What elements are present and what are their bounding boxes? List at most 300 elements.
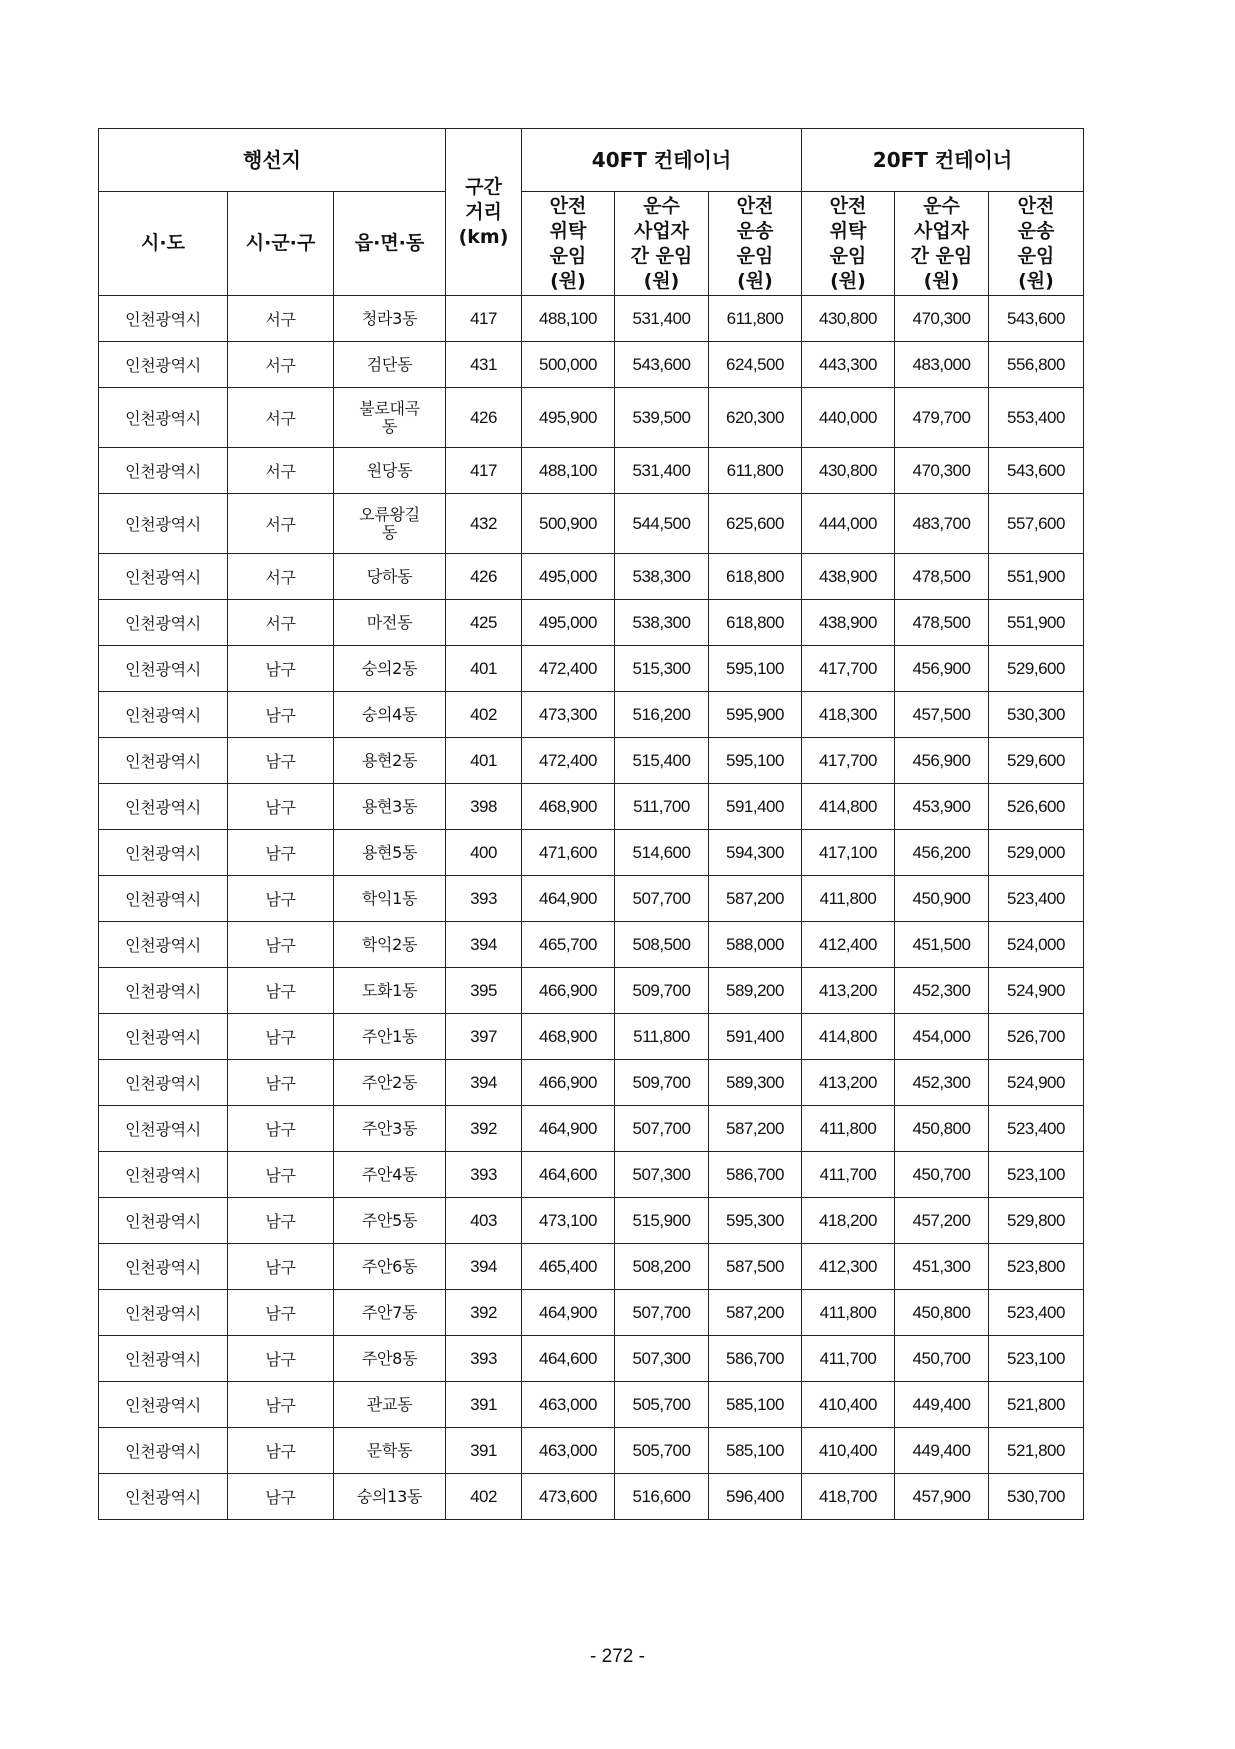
cell-sigungu: 남구 — [228, 922, 334, 968]
cell-sido: 인천광역시 — [99, 1474, 228, 1520]
cell-distance: 393 — [446, 1152, 522, 1198]
cell-40ft-carrier: 505,700 — [615, 1428, 709, 1474]
cell-eupmyeondong: 숭의2동 — [334, 646, 446, 692]
cell-40ft-safe-consign: 464,600 — [522, 1336, 615, 1382]
table-row — [99, 494, 1084, 554]
cell-distance: 403 — [446, 1198, 522, 1244]
header-40ft-safe-transport-rate: 안전 운송 운임 (원) — [709, 192, 802, 296]
cell-sigungu: 남구 — [228, 1382, 334, 1428]
cell-eupmyeondong: 검단동 — [334, 342, 446, 388]
cell-20ft-carrier: 483,700 — [895, 494, 989, 554]
cell-20ft-safe-transport: 553,400 — [989, 388, 1084, 448]
cell-eupmyeondong: 용현5동 — [334, 830, 446, 876]
cell-eupmyeondong: 주안6동 — [334, 1244, 446, 1290]
cell-20ft-safe-consign: 444,000 — [802, 494, 895, 554]
cell-sigungu: 남구 — [228, 1244, 334, 1290]
cell-20ft-carrier: 451,300 — [895, 1244, 989, 1290]
cell-distance: 393 — [446, 876, 522, 922]
table-row — [99, 876, 1084, 922]
cell-eupmyeondong: 문학동 — [334, 1428, 446, 1474]
cell-distance: 395 — [446, 968, 522, 1014]
cell-distance: 391 — [446, 1428, 522, 1474]
cell-sido: 인천광역시 — [99, 1152, 228, 1198]
cell-20ft-carrier: 450,700 — [895, 1336, 989, 1382]
cell-sido: 인천광역시 — [99, 600, 228, 646]
page-number: - 272 - — [590, 1646, 645, 1667]
table-row — [99, 1014, 1084, 1060]
cell-40ft-safe-consign: 464,900 — [522, 876, 615, 922]
cell-20ft-carrier: 452,300 — [895, 968, 989, 1014]
cell-eupmyeondong: 관교동 — [334, 1382, 446, 1428]
cell-sido: 인천광역시 — [99, 1106, 228, 1152]
cell-40ft-safe-transport: 585,100 — [709, 1428, 802, 1474]
cell-40ft-carrier: 507,700 — [615, 1290, 709, 1336]
cell-20ft-safe-transport: 521,800 — [989, 1428, 1084, 1474]
cell-40ft-carrier: 507,700 — [615, 1106, 709, 1152]
cell-sigungu: 서구 — [228, 296, 334, 342]
cell-40ft-safe-consign: 495,000 — [522, 554, 615, 600]
cell-sigungu: 남구 — [228, 692, 334, 738]
cell-40ft-safe-consign: 468,900 — [522, 784, 615, 830]
cell-eupmyeondong: 원당동 — [334, 448, 446, 494]
cell-40ft-safe-transport: 611,800 — [709, 448, 802, 494]
cell-sido: 인천광역시 — [99, 1060, 228, 1106]
cell-20ft-carrier: 478,500 — [895, 600, 989, 646]
table-row — [99, 922, 1084, 968]
cell-eupmyeondong: 학익1동 — [334, 876, 446, 922]
cell-sido: 인천광역시 — [99, 968, 228, 1014]
table-row — [99, 342, 1084, 388]
cell-20ft-carrier: 456,900 — [895, 646, 989, 692]
cell-sigungu: 서구 — [228, 342, 334, 388]
cell-20ft-safe-transport: 524,000 — [989, 922, 1084, 968]
freight-rate-table — [98, 128, 1084, 1520]
table-row — [99, 738, 1084, 784]
cell-40ft-safe-transport: 618,800 — [709, 600, 802, 646]
cell-sido: 인천광역시 — [99, 1198, 228, 1244]
cell-40ft-carrier: 538,300 — [615, 600, 709, 646]
cell-sigungu: 남구 — [228, 1428, 334, 1474]
cell-20ft-carrier: 454,000 — [895, 1014, 989, 1060]
cell-sido: 인천광역시 — [99, 448, 228, 494]
cell-40ft-safe-transport: 595,100 — [709, 738, 802, 784]
cell-20ft-safe-consign: 438,900 — [802, 600, 895, 646]
cell-40ft-carrier: 515,900 — [615, 1198, 709, 1244]
cell-sigungu: 서구 — [228, 600, 334, 646]
cell-sigungu: 남구 — [228, 784, 334, 830]
cell-20ft-carrier: 449,400 — [895, 1428, 989, 1474]
header-sido: 시·도 — [99, 192, 228, 296]
cell-40ft-safe-transport: 587,500 — [709, 1244, 802, 1290]
cell-40ft-carrier: 515,300 — [615, 646, 709, 692]
cell-20ft-safe-transport: 529,600 — [989, 738, 1084, 784]
cell-40ft-safe-consign: 500,900 — [522, 494, 615, 554]
cell-sigungu: 남구 — [228, 968, 334, 1014]
cell-40ft-carrier: 511,700 — [615, 784, 709, 830]
cell-20ft-safe-consign: 443,300 — [802, 342, 895, 388]
cell-20ft-safe-consign: 418,700 — [802, 1474, 895, 1520]
cell-40ft-carrier: 531,400 — [615, 448, 709, 494]
table-row — [99, 1198, 1084, 1244]
cell-20ft-safe-consign: 418,200 — [802, 1198, 895, 1244]
cell-40ft-safe-consign: 466,900 — [522, 968, 615, 1014]
cell-eupmyeondong: 당하동 — [334, 554, 446, 600]
header-20ft-safe-transport-rate: 안전 운송 운임 (원) — [989, 192, 1084, 296]
cell-20ft-safe-transport: 529,000 — [989, 830, 1084, 876]
cell-20ft-carrier: 450,900 — [895, 876, 989, 922]
cell-20ft-carrier: 450,800 — [895, 1106, 989, 1152]
table-row — [99, 1336, 1084, 1382]
cell-distance: 417 — [446, 296, 522, 342]
cell-sido: 인천광역시 — [99, 1014, 228, 1060]
table-row — [99, 1428, 1084, 1474]
cell-40ft-safe-consign: 473,100 — [522, 1198, 615, 1244]
cell-20ft-carrier: 470,300 — [895, 448, 989, 494]
cell-40ft-safe-transport: 587,200 — [709, 1106, 802, 1152]
cell-40ft-safe-consign: 464,600 — [522, 1152, 615, 1198]
cell-40ft-safe-consign: 495,900 — [522, 388, 615, 448]
cell-distance: 392 — [446, 1106, 522, 1152]
cell-40ft-safe-consign: 473,600 — [522, 1474, 615, 1520]
cell-eupmyeondong: 청라3동 — [334, 296, 446, 342]
cell-40ft-safe-transport: 594,300 — [709, 830, 802, 876]
cell-40ft-safe-consign: 464,900 — [522, 1290, 615, 1336]
cell-20ft-carrier: 479,700 — [895, 388, 989, 448]
cell-eupmyeondong: 주안5동 — [334, 1198, 446, 1244]
cell-distance: 425 — [446, 600, 522, 646]
cell-20ft-safe-consign: 417,100 — [802, 830, 895, 876]
table-row — [99, 1060, 1084, 1106]
cell-sigungu: 서구 — [228, 448, 334, 494]
cell-20ft-safe-consign: 430,800 — [802, 448, 895, 494]
table-row — [99, 600, 1084, 646]
cell-20ft-safe-consign: 411,800 — [802, 1290, 895, 1336]
cell-sido: 인천광역시 — [99, 1382, 228, 1428]
cell-sido: 인천광역시 — [99, 1336, 228, 1382]
cell-20ft-carrier: 450,700 — [895, 1152, 989, 1198]
cell-distance: 393 — [446, 1336, 522, 1382]
cell-20ft-safe-consign: 412,400 — [802, 922, 895, 968]
cell-40ft-carrier: 508,500 — [615, 922, 709, 968]
cell-20ft-safe-transport: 523,400 — [989, 1106, 1084, 1152]
cell-40ft-safe-transport: 591,400 — [709, 1014, 802, 1060]
cell-40ft-safe-consign: 472,400 — [522, 738, 615, 784]
cell-distance: 394 — [446, 922, 522, 968]
cell-distance: 397 — [446, 1014, 522, 1060]
table-row — [99, 1152, 1084, 1198]
cell-20ft-safe-transport: 523,100 — [989, 1336, 1084, 1382]
cell-20ft-safe-transport: 524,900 — [989, 1060, 1084, 1106]
table-body — [99, 296, 1084, 1520]
cell-20ft-safe-consign: 417,700 — [802, 738, 895, 784]
header-sigungu: 시·군·구 — [228, 192, 334, 296]
cell-sido: 인천광역시 — [99, 692, 228, 738]
cell-sido: 인천광역시 — [99, 388, 228, 448]
cell-20ft-safe-transport: 551,900 — [989, 600, 1084, 646]
cell-40ft-safe-consign: 466,900 — [522, 1060, 615, 1106]
cell-20ft-safe-transport: 557,600 — [989, 494, 1084, 554]
cell-sigungu: 남구 — [228, 1060, 334, 1106]
cell-40ft-safe-transport: 587,200 — [709, 876, 802, 922]
cell-eupmyeondong: 주안8동 — [334, 1336, 446, 1382]
cell-distance: 394 — [446, 1244, 522, 1290]
cell-40ft-carrier: 538,300 — [615, 554, 709, 600]
cell-20ft-carrier: 470,300 — [895, 296, 989, 342]
cell-20ft-safe-transport: 524,900 — [989, 968, 1084, 1014]
cell-40ft-safe-transport: 589,200 — [709, 968, 802, 1014]
cell-distance: 402 — [446, 692, 522, 738]
cell-eupmyeondong: 용현2동 — [334, 738, 446, 784]
cell-distance: 426 — [446, 554, 522, 600]
cell-eupmyeondong: 불로대곡 동 — [334, 388, 446, 448]
cell-20ft-carrier: 457,900 — [895, 1474, 989, 1520]
cell-40ft-safe-transport: 596,400 — [709, 1474, 802, 1520]
header-20ft-container: 20FT 컨테이너 — [802, 129, 1084, 192]
cell-20ft-carrier: 457,500 — [895, 692, 989, 738]
cell-20ft-carrier: 483,000 — [895, 342, 989, 388]
cell-20ft-safe-consign: 410,400 — [802, 1428, 895, 1474]
header-eupmyeondong: 읍·면·동 — [334, 192, 446, 296]
cell-20ft-safe-transport: 523,100 — [989, 1152, 1084, 1198]
cell-40ft-carrier: 516,200 — [615, 692, 709, 738]
cell-20ft-safe-consign: 411,700 — [802, 1336, 895, 1382]
cell-20ft-carrier: 456,200 — [895, 830, 989, 876]
table-row — [99, 554, 1084, 600]
cell-distance: 417 — [446, 448, 522, 494]
cell-40ft-safe-transport: 585,100 — [709, 1382, 802, 1428]
cell-20ft-carrier: 478,500 — [895, 554, 989, 600]
cell-distance: 398 — [446, 784, 522, 830]
cell-sigungu: 남구 — [228, 738, 334, 784]
cell-distance: 392 — [446, 1290, 522, 1336]
table-row — [99, 830, 1084, 876]
cell-distance: 431 — [446, 342, 522, 388]
cell-40ft-safe-transport: 595,300 — [709, 1198, 802, 1244]
cell-40ft-carrier: 509,700 — [615, 968, 709, 1014]
cell-sigungu: 서구 — [228, 554, 334, 600]
table-header — [99, 129, 1084, 296]
cell-distance: 432 — [446, 494, 522, 554]
cell-sigungu: 남구 — [228, 1014, 334, 1060]
cell-distance: 401 — [446, 646, 522, 692]
cell-40ft-safe-consign: 464,900 — [522, 1106, 615, 1152]
cell-20ft-safe-transport: 521,800 — [989, 1382, 1084, 1428]
cell-sido: 인천광역시 — [99, 494, 228, 554]
cell-20ft-safe-consign: 414,800 — [802, 1014, 895, 1060]
cell-20ft-safe-consign: 411,800 — [802, 1106, 895, 1152]
cell-20ft-safe-consign: 418,300 — [802, 692, 895, 738]
cell-40ft-safe-transport: 595,100 — [709, 646, 802, 692]
cell-40ft-carrier: 516,600 — [615, 1474, 709, 1520]
cell-40ft-safe-transport: 586,700 — [709, 1152, 802, 1198]
table-row — [99, 646, 1084, 692]
cell-sigungu: 서구 — [228, 494, 334, 554]
table-row — [99, 296, 1084, 342]
cell-eupmyeondong: 숭의4동 — [334, 692, 446, 738]
cell-sido: 인천광역시 — [99, 1244, 228, 1290]
cell-20ft-carrier: 456,900 — [895, 738, 989, 784]
table-row — [99, 1382, 1084, 1428]
cell-40ft-carrier: 515,400 — [615, 738, 709, 784]
cell-eupmyeondong: 용현3동 — [334, 784, 446, 830]
cell-20ft-carrier: 449,400 — [895, 1382, 989, 1428]
cell-distance: 391 — [446, 1382, 522, 1428]
cell-40ft-safe-consign: 500,000 — [522, 342, 615, 388]
cell-40ft-safe-consign: 473,300 — [522, 692, 615, 738]
cell-40ft-safe-transport: 620,300 — [709, 388, 802, 448]
cell-sigungu: 남구 — [228, 1152, 334, 1198]
cell-eupmyeondong: 오류왕길 동 — [334, 494, 446, 554]
cell-eupmyeondong: 주안2동 — [334, 1060, 446, 1106]
cell-40ft-carrier: 507,300 — [615, 1336, 709, 1382]
cell-20ft-carrier: 457,200 — [895, 1198, 989, 1244]
cell-20ft-safe-consign: 440,000 — [802, 388, 895, 448]
cell-20ft-carrier: 453,900 — [895, 784, 989, 830]
cell-sido: 인천광역시 — [99, 830, 228, 876]
cell-20ft-carrier: 450,800 — [895, 1290, 989, 1336]
cell-40ft-safe-consign: 463,000 — [522, 1428, 615, 1474]
cell-20ft-carrier: 451,500 — [895, 922, 989, 968]
cell-20ft-safe-transport: 530,700 — [989, 1474, 1084, 1520]
cell-20ft-safe-transport: 526,600 — [989, 784, 1084, 830]
table-row — [99, 968, 1084, 1014]
table-row — [99, 388, 1084, 448]
cell-20ft-safe-consign: 411,800 — [802, 876, 895, 922]
cell-distance: 402 — [446, 1474, 522, 1520]
cell-sigungu: 남구 — [228, 646, 334, 692]
cell-40ft-safe-transport: 595,900 — [709, 692, 802, 738]
cell-20ft-carrier: 452,300 — [895, 1060, 989, 1106]
cell-sido: 인천광역시 — [99, 784, 228, 830]
cell-40ft-carrier: 509,700 — [615, 1060, 709, 1106]
cell-40ft-carrier: 507,300 — [615, 1152, 709, 1198]
cell-40ft-carrier: 508,200 — [615, 1244, 709, 1290]
cell-40ft-carrier: 544,500 — [615, 494, 709, 554]
cell-sido: 인천광역시 — [99, 646, 228, 692]
cell-40ft-safe-consign: 488,100 — [522, 448, 615, 494]
cell-40ft-safe-transport: 588,000 — [709, 922, 802, 968]
cell-eupmyeondong: 주안1동 — [334, 1014, 446, 1060]
cell-40ft-safe-consign: 463,000 — [522, 1382, 615, 1428]
cell-20ft-safe-transport: 529,800 — [989, 1198, 1084, 1244]
cell-sido: 인천광역시 — [99, 296, 228, 342]
cell-40ft-safe-consign: 465,700 — [522, 922, 615, 968]
cell-40ft-safe-consign: 488,100 — [522, 296, 615, 342]
header-40ft-carrier-rate: 운수 사업자 간 운임 (원) — [615, 192, 709, 296]
cell-20ft-safe-transport: 523,800 — [989, 1244, 1084, 1290]
cell-40ft-carrier: 539,500 — [615, 388, 709, 448]
cell-sido: 인천광역시 — [99, 342, 228, 388]
cell-40ft-safe-transport: 625,600 — [709, 494, 802, 554]
header-destination: 행선지 — [99, 129, 446, 192]
cell-distance: 394 — [446, 1060, 522, 1106]
cell-20ft-safe-consign: 413,200 — [802, 1060, 895, 1106]
table-row — [99, 1474, 1084, 1520]
cell-20ft-safe-transport: 530,300 — [989, 692, 1084, 738]
header-20ft-carrier-rate: 운수 사업자 간 운임 (원) — [895, 192, 989, 296]
cell-40ft-safe-consign: 471,600 — [522, 830, 615, 876]
cell-40ft-carrier: 511,800 — [615, 1014, 709, 1060]
cell-40ft-carrier: 514,600 — [615, 830, 709, 876]
cell-40ft-safe-transport: 586,700 — [709, 1336, 802, 1382]
cell-40ft-safe-consign: 472,400 — [522, 646, 615, 692]
cell-sido: 인천광역시 — [99, 554, 228, 600]
cell-40ft-safe-transport: 591,400 — [709, 784, 802, 830]
cell-sigungu: 남구 — [228, 1336, 334, 1382]
cell-20ft-safe-transport: 556,800 — [989, 342, 1084, 388]
cell-20ft-safe-consign: 411,700 — [802, 1152, 895, 1198]
cell-eupmyeondong: 주안3동 — [334, 1106, 446, 1152]
cell-sido: 인천광역시 — [99, 1290, 228, 1336]
header-distance: 구간 거리 (km) — [446, 129, 522, 296]
cell-eupmyeondong: 마전동 — [334, 600, 446, 646]
cell-distance: 426 — [446, 388, 522, 448]
cell-40ft-safe-consign: 468,900 — [522, 1014, 615, 1060]
cell-eupmyeondong: 학익2동 — [334, 922, 446, 968]
cell-20ft-safe-transport: 551,900 — [989, 554, 1084, 600]
cell-20ft-safe-transport: 543,600 — [989, 448, 1084, 494]
cell-20ft-safe-transport: 523,400 — [989, 876, 1084, 922]
cell-20ft-safe-transport: 543,600 — [989, 296, 1084, 342]
cell-40ft-safe-consign: 495,000 — [522, 600, 615, 646]
cell-sigungu: 서구 — [228, 388, 334, 448]
cell-sido: 인천광역시 — [99, 1428, 228, 1474]
cell-sido: 인천광역시 — [99, 876, 228, 922]
cell-sido: 인천광역시 — [99, 922, 228, 968]
table-row — [99, 448, 1084, 494]
cell-sigungu: 남구 — [228, 1198, 334, 1244]
cell-40ft-carrier: 507,700 — [615, 876, 709, 922]
cell-distance: 401 — [446, 738, 522, 784]
table-row — [99, 1244, 1084, 1290]
table-row — [99, 1290, 1084, 1336]
cell-sigungu: 남구 — [228, 1290, 334, 1336]
cell-sido: 인천광역시 — [99, 738, 228, 784]
cell-40ft-carrier: 505,700 — [615, 1382, 709, 1428]
cell-20ft-safe-transport: 526,700 — [989, 1014, 1084, 1060]
cell-20ft-safe-consign: 438,900 — [802, 554, 895, 600]
cell-sigungu: 남구 — [228, 876, 334, 922]
cell-40ft-safe-transport: 587,200 — [709, 1290, 802, 1336]
table-row — [99, 1106, 1084, 1152]
cell-eupmyeondong: 숭의13동 — [334, 1474, 446, 1520]
table-row — [99, 692, 1084, 738]
cell-40ft-safe-transport: 624,500 — [709, 342, 802, 388]
cell-20ft-safe-consign: 413,200 — [802, 968, 895, 1014]
cell-20ft-safe-consign: 430,800 — [802, 296, 895, 342]
cell-40ft-carrier: 543,600 — [615, 342, 709, 388]
cell-sigungu: 남구 — [228, 1474, 334, 1520]
cell-distance: 400 — [446, 830, 522, 876]
cell-20ft-safe-consign: 417,700 — [802, 646, 895, 692]
cell-sigungu: 남구 — [228, 830, 334, 876]
cell-20ft-safe-transport: 523,400 — [989, 1290, 1084, 1336]
cell-sigungu: 남구 — [228, 1106, 334, 1152]
header-40ft-safe-consign-rate: 안전 위탁 운임 (원) — [522, 192, 615, 296]
header-20ft-safe-consign-rate: 안전 위탁 운임 (원) — [802, 192, 895, 296]
cell-20ft-safe-consign: 410,400 — [802, 1382, 895, 1428]
cell-20ft-safe-consign: 412,300 — [802, 1244, 895, 1290]
header-40ft-container: 40FT 컨테이너 — [522, 129, 802, 192]
cell-eupmyeondong: 도화1동 — [334, 968, 446, 1014]
cell-20ft-safe-consign: 414,800 — [802, 784, 895, 830]
cell-40ft-safe-transport: 611,800 — [709, 296, 802, 342]
table-row — [99, 784, 1084, 830]
cell-eupmyeondong: 주안7동 — [334, 1290, 446, 1336]
cell-40ft-safe-transport: 618,800 — [709, 554, 802, 600]
cell-40ft-safe-consign: 465,400 — [522, 1244, 615, 1290]
cell-eupmyeondong: 주안4동 — [334, 1152, 446, 1198]
